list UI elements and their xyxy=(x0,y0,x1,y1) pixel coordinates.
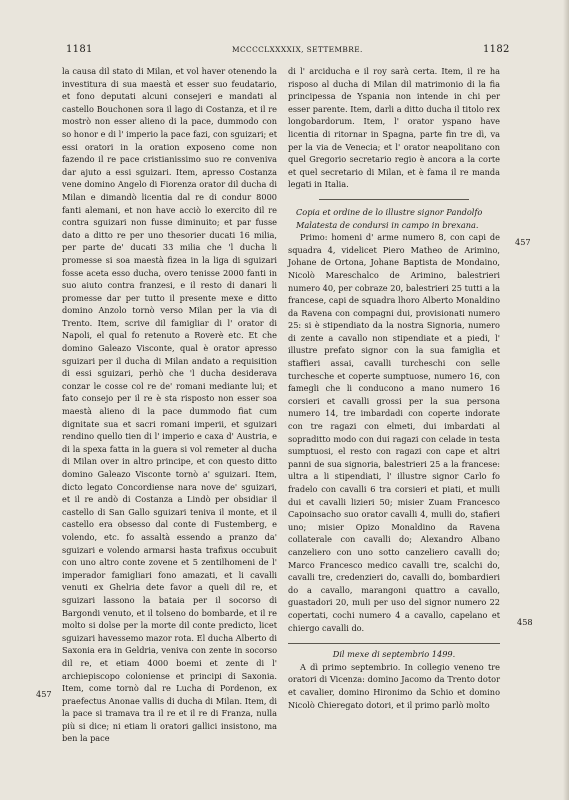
margin-number-left: 457 xyxy=(36,689,52,699)
margin-number-right-second: 458 xyxy=(517,617,533,627)
right-paragraph-entry: A dì primo septembrio. In collegio veneno tre oratori di Vicenza: domino Jacomo da Trento dotor et cavalier, domino Hironimo da Schio et domino Nicolò Chieregato dotori, et il primo parlò molto xyxy=(288,661,500,710)
right-text-column xyxy=(288,65,500,711)
date-divider xyxy=(288,643,500,644)
section-divider xyxy=(319,199,469,200)
left-text-column xyxy=(62,65,277,745)
right-paragraph-list: Primo: homeni d' arme numero 8, con capi de squadra 4, videlicet Piero Matheo de Arimino, Johane de Ortona, Johane Baptista de Mondaino, Nicolò Mareschalco de Arimino, balestrieri numero 40, per cobraze 20, balestrieri 25 tutti a la francese, capi de squadra lhoro Alberto Monaldino da Ravena con compagni dui, provisionati numero 25: si è stipendiato da la nostra Signoria, numero di zente a cavallo non stipendiate et a piedi, l' illustre prefato signor con la sua famiglia et staffieri assai, cavalli turcheschi con selle turchesche et coperte sumptuose, numero 16, con famegli che li conducono a mano numero 16 corsieri et cavalli grossi per la sua persona numero 14, tre imbardadi con coperte indorate con tre ragazi con elmeti, dui imbardati al sopraditto modo con dui ragazi con celade in testa sumptuosi, el resto con ragazi con cape et altri panni de sua signoria, balestrieri 25 a la francese: ultra a li stipendiati, l' illustre signor Carlo fo fradelo con cavalli 6 tra corsieri et piati, et mulli dui et cavalli lizieri 50; misier Zuam Francesco Capoinsacho suo orator cavalli 4, mulli do, stafieri uno; misier Opizo Monaldino da Ravena collaterale con cavalli do; Alexandro Albano canzeliero con uno sotto canzeliero cavalli do; Marco Francesco medico cavalli tre, scalchi do, cavalli tre, credenzieri do, cavalli do, bombardieri do a cavallo, marangoni quattro a cavallo, guastadori 20, muli per uso del signor numero 22 copertati, cochi numero 4 a cavallo, capelano et chiergo cavalli do. xyxy=(288,232,500,633)
page-header xyxy=(0,44,569,60)
date-heading: Dil mexe di septembrio 1499. xyxy=(332,649,456,660)
section-title: Copia et ordine de lo illustre signor Pandolfo Malatesta de condursi in campo in brexana. xyxy=(296,206,483,230)
right-column-number: 1182 xyxy=(483,44,510,55)
left-paragraph: la causa dil stato di Milan, et vol haver otenendo la investitura di sua maestà et esser suo feudatario, et fono deputati alcuni consejeri e mandati al castello Bouchonen sora il lago di Costanza, et il re mostrò non esser alieno di la pace, dummodo con so honor e di l' imperio la pace fazi, con sguizari; et essi oratori in la oration exposeno come non fazendo il re pace cristianissimo suo re conveniva dar ajuto a essi sguizari. Item, apresso Costanza vene domino Angelo di Fiorenza orator dil ducha di Milan e dimandò licentia dal re di condur 8000 fanti alemani, et non have acciò lo exercito dil re contra sguizari non fusse diminuito; et par fusse dato a ditto re per uno thesorier ducati 16 milia, per parte de' ducati 33 milia che 'l ducha li promesse si soa maestà fizea in la liga di sguizari fosse aceta esso ducha, overo tenisse 2000 fanti in suo aiuto contra franzesi, e il resto di danari li promesse dar per tutto il presente mexe e ditto domino Anzolo tornò verso Milan per la via di Trento. Item, scrive dil famigliar di l' orator di Napoli, el qual fo retenuto a Roverè etc. Et che domino Galeazo Visconte, qual è orator apresso sguizari per il ducha di Milan andato a requisition di essi sguizari, perhò che 'l ducha desiderava conzar le cosse col re de' romani mediante lui; et fato consejo per il re è sta risposto non esser soa maestà alieno di la pace dummodo fiat cum dignitate sua et sacri romani imperii, et sguizari rendino quello tien di l' imperio e caxa d' Austria, e di la spexa fatta in la guera si vol remeter al ducha di Milan over in altro principe, et con questo ditto domino Galeazo Visconte tornò a' sguizari. Item, dicto legato Concordiense nara nove de' sguizari, et il re andò di Costanza a Lindò per obsidiar il castello di San Gallo sguizari teniva il monte, et il castello era obsesso dal conte di Fustemberg, e volendo, etc. fo assaltà essendo a pranzo da' sguizari e volendo armarsi hasta trafixus occubuit con uno altro conte zovene et 5 zentilhomeni de l' imperador famigliari fono amazati, et li cavalli venuti ex Ghelria dete favor a queli dil re, et sguizari lassono la bataia per il socorso di Bargondi venuto, et il tolseno do bombarde, et il re molto si dolse per la morte dil conte predicto, licet sguizari havessemo mazor rota. El ducha Alberto di Saxonia era in Geldria, veniva con zente in socorso dil re, et etiam 4000 boemi et zente di l' archiepiscopo coloniense et principi di Saxonia. Item, come tornò dal re Lucha di Pordenon, ex praefectus Anonae vallis di ducha di Milan. Item, di la pace si tramava tra il re et il re di Franza, nulla più si dice; ni etiam li oratori gallici insistono, ma ben la pace xyxy=(62,66,277,744)
margin-number-right-first: 457 xyxy=(515,237,531,247)
right-paragraph-continuation: di l' arciducha e il roy sarà certa. Item, il re ha risposo al ducha di Milan dil matrimonio di la fia principessa de Yspania non intende in chi per esser parente. Item, darli a ditto ducha il titolo rex longobardorum. Item, l' orator yspano have licentia di ritornar in Spagna, parte fin tre dì, va per la via de Venecia; et l' orator neapolitano con quel Gregorio secretario regio è ancora a la corte et quel secretario di Milan, et è fama il re manda legati in Italia. xyxy=(288,66,500,190)
left-column-number: 1181 xyxy=(66,44,93,55)
page-edge-shadow xyxy=(563,0,569,800)
running-title: MCCCCLXXXXIX, SETTEMBRE. xyxy=(232,45,363,54)
